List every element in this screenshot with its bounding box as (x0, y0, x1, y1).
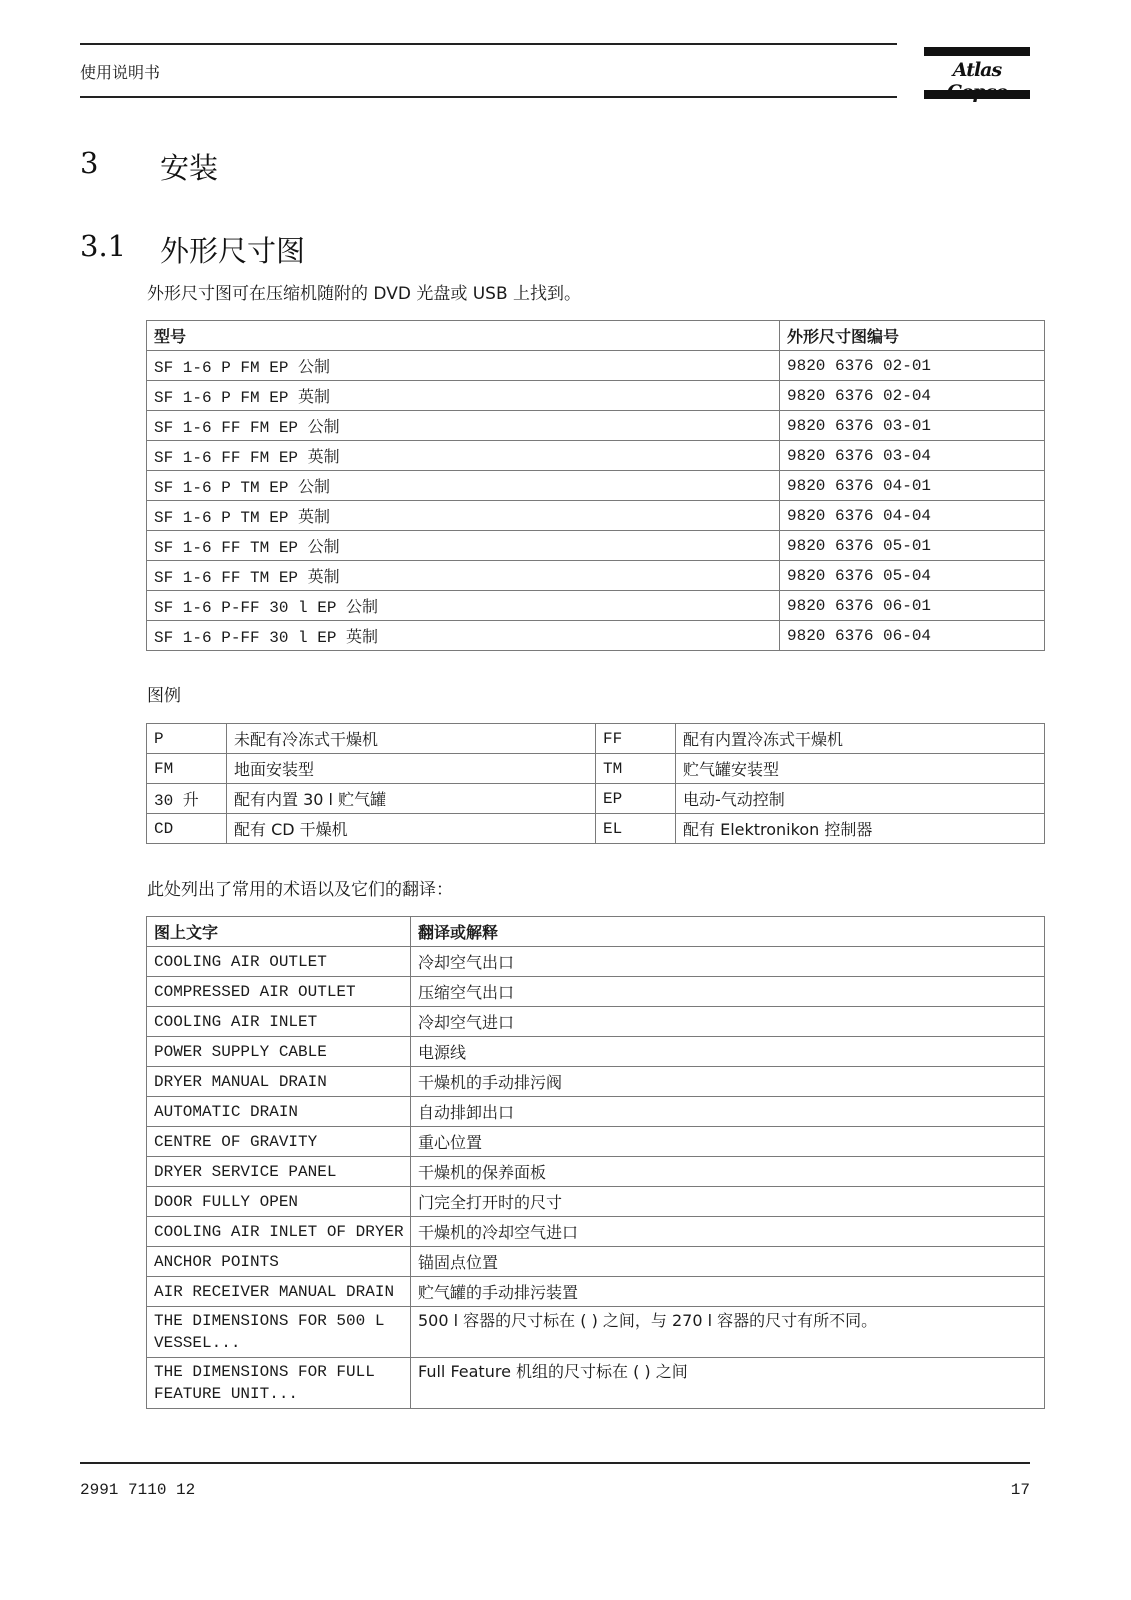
table-row (147, 947, 1045, 977)
legend-code: EL (596, 814, 676, 844)
legend-meaning: 配有 Elektronikon 控制器 (676, 814, 1045, 844)
dimension-drawings-table (146, 320, 1045, 651)
table-row (147, 1247, 1045, 1277)
subsection-number: 3.1 (80, 229, 127, 263)
table-row (147, 411, 1045, 441)
column-header-translation: 翻译或解释 (411, 917, 1045, 947)
translation-cell: 干燥机的冷却空气进口 (411, 1217, 1045, 1247)
drawing-number-cell: 9820 6376 05-01 (780, 531, 1045, 561)
drawing-number-cell: 9820 6376 03-01 (780, 411, 1045, 441)
column-header-model: 型号 (147, 321, 780, 351)
document-number: 2991 7110 12 (80, 1481, 196, 1499)
table-row (147, 381, 1045, 411)
model-cell: SF 1-6 FF TM EP 公制 (147, 531, 780, 561)
table-row (147, 1157, 1045, 1187)
legend-code: TM (596, 754, 676, 784)
legend-meaning: 配有内置 30 l 贮气罐 (227, 784, 596, 814)
legend-table (146, 723, 1045, 844)
logo-wordmark: Atlas (952, 59, 1002, 81)
term-cell: COOLING AIR OUTLET (147, 947, 411, 977)
section-title: 安装 (160, 151, 219, 185)
legend-row (147, 724, 1045, 754)
legend-meaning: 未配有冷冻式干燥机 (227, 724, 596, 754)
translation-cell: 贮气罐的手动排污装置 (411, 1277, 1045, 1307)
table-row (147, 621, 1045, 651)
drawing-number-cell: 9820 6376 03-04 (780, 441, 1045, 471)
term-cell: ANCHOR POINTS (147, 1247, 411, 1277)
subsection-title: 外形尺寸图 (160, 234, 306, 268)
model-cell: SF 1-6 FF FM EP 公制 (147, 411, 780, 441)
table-header-row (147, 917, 1045, 947)
table-row (147, 1307, 1045, 1358)
legend-meaning: 地面安装型 (227, 754, 596, 784)
term-cell: DRYER MANUAL DRAIN (147, 1067, 411, 1097)
legend-row (147, 784, 1045, 814)
term-cell: POWER SUPPLY CABLE (147, 1037, 411, 1067)
legend-meaning: 贮气罐安装型 (676, 754, 1045, 784)
legend-meaning: 电动-气动控制 (676, 784, 1045, 814)
footer-rule (80, 1462, 1030, 1464)
legend-code: FF (596, 724, 676, 754)
legend-meaning: 配有内置冷冻式干燥机 (676, 724, 1045, 754)
brand-logo (924, 47, 1030, 99)
table-row (147, 977, 1045, 1007)
translation-cell: Full Feature 机组的尺寸标在 ( ) 之间 (411, 1358, 1045, 1409)
drawing-number-cell: 9820 6376 05-04 (780, 561, 1045, 591)
model-cell: SF 1-6 P-FF 30 l EP 公制 (147, 591, 780, 621)
table-row (147, 531, 1045, 561)
translation-cell: 重心位置 (411, 1127, 1045, 1157)
section-heading (80, 146, 480, 186)
translation-cell: 自动排卸出口 (411, 1097, 1045, 1127)
legend-code: EP (596, 784, 676, 814)
table-row (147, 1277, 1045, 1307)
term-cell: AIR RECEIVER MANUAL DRAIN (147, 1277, 411, 1307)
table-header-row (147, 321, 1045, 351)
drawing-number-cell: 9820 6376 02-01 (780, 351, 1045, 381)
translation-cell: 干燥机的手动排污阀 (411, 1067, 1045, 1097)
terms-intro-paragraph: 此处列出了常用的术语以及它们的翻译： (147, 880, 453, 900)
table-row (147, 1217, 1045, 1247)
subsection-heading (80, 229, 480, 269)
model-cell: SF 1-6 P FM EP 公制 (147, 351, 780, 381)
term-cell: COMPRESSED AIR OUTLET (147, 977, 411, 1007)
translation-cell: 压缩空气出口 (411, 977, 1045, 1007)
term-cell: THE DIMENSIONS FOR FULL FEATURE UNIT... (147, 1358, 411, 1409)
header-bottom-rule (80, 96, 897, 98)
drawing-number-cell: 9820 6376 06-01 (780, 591, 1045, 621)
table-row (147, 471, 1045, 501)
logo-bottom-bar (924, 90, 1030, 99)
table-row (147, 1187, 1045, 1217)
translation-cell: 锚固点位置 (411, 1247, 1045, 1277)
table-row (147, 1037, 1045, 1067)
table-row (147, 1358, 1045, 1409)
table-row (147, 1067, 1045, 1097)
translation-cell: 冷却空气出口 (411, 947, 1045, 977)
legend-code: P (147, 724, 227, 754)
drawing-number-cell: 9820 6376 04-01 (780, 471, 1045, 501)
logo-top-bar (924, 47, 1030, 56)
legend-meaning: 配有 CD 干燥机 (227, 814, 596, 844)
legend-row (147, 754, 1045, 784)
drawing-number-cell: 9820 6376 02-04 (780, 381, 1045, 411)
intro-paragraph: 外形尺寸图可在压缩机随附的 DVD 光盘或 USB 上找到。 (147, 284, 582, 304)
legend-code: CD (147, 814, 227, 844)
term-cell: COOLING AIR INLET OF DRYER (147, 1217, 411, 1247)
table-row (147, 441, 1045, 471)
table-row (147, 1097, 1045, 1127)
legend-code: FM (147, 754, 227, 784)
term-cell: THE DIMENSIONS FOR 500 L VESSEL... (147, 1307, 411, 1358)
table-row (147, 1127, 1045, 1157)
table-row (147, 501, 1045, 531)
translation-cell: 门完全打开时的尺寸 (411, 1187, 1045, 1217)
term-cell: AUTOMATIC DRAIN (147, 1097, 411, 1127)
model-cell: SF 1-6 P TM EP 英制 (147, 501, 780, 531)
legend-row (147, 814, 1045, 844)
term-cell: DOOR FULLY OPEN (147, 1187, 411, 1217)
model-cell: SF 1-6 P TM EP 公制 (147, 471, 780, 501)
column-header-drawing-text: 图上文字 (147, 917, 411, 947)
drawing-number-cell: 9820 6376 04-04 (780, 501, 1045, 531)
terms-table (146, 916, 1045, 1409)
table-row (147, 1007, 1045, 1037)
document-type-label: 使用说明书 (80, 63, 161, 82)
translation-cell: 冷却空气进口 (411, 1007, 1045, 1037)
table-row (147, 351, 1045, 381)
legend-title: 图例 (147, 686, 181, 706)
section-number: 3 (80, 146, 99, 180)
model-cell: SF 1-6 FF FM EP 英制 (147, 441, 780, 471)
translation-cell: 电源线 (411, 1037, 1045, 1067)
translation-cell: 干燥机的保养面板 (411, 1157, 1045, 1187)
page-number: 17 (1010, 1481, 1030, 1499)
legend-code: 30 升 (147, 784, 227, 814)
drawing-number-cell: 9820 6376 06-04 (780, 621, 1045, 651)
model-cell: SF 1-6 FF TM EP 英制 (147, 561, 780, 591)
term-cell: COOLING AIR INLET (147, 1007, 411, 1037)
column-header-drawing-number: 外形尺寸图编号 (780, 321, 1045, 351)
table-row (147, 591, 1045, 621)
term-cell: CENTRE OF GRAVITY (147, 1127, 411, 1157)
translation-cell: 500 l 容器的尺寸标在 ( ) 之间，与 270 l 容器的尺寸有所不同。 (411, 1307, 1045, 1358)
model-cell: SF 1-6 P FM EP 英制 (147, 381, 780, 411)
model-cell: SF 1-6 P-FF 30 l EP 英制 (147, 621, 780, 651)
term-cell: DRYER SERVICE PANEL (147, 1157, 411, 1187)
table-row (147, 561, 1045, 591)
header-top-rule (80, 43, 897, 45)
